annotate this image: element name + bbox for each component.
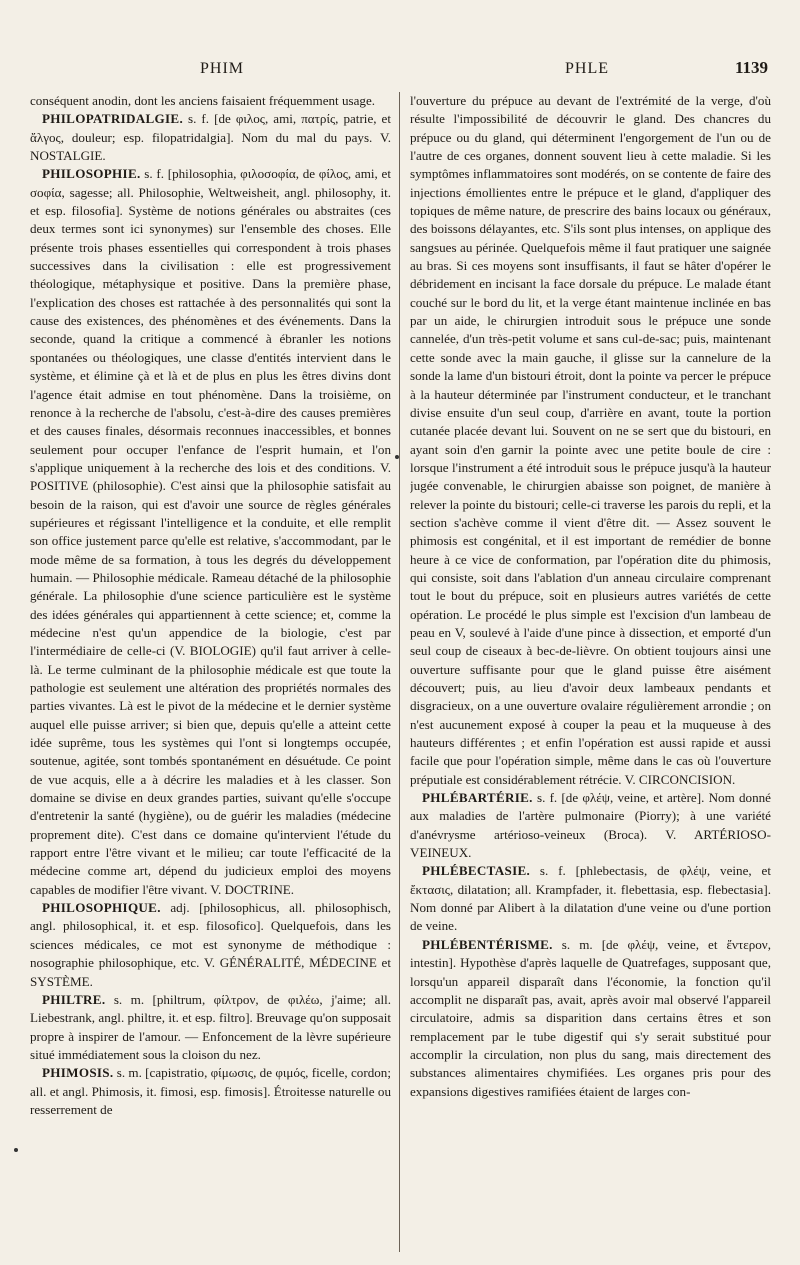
entry-text: adj. [philosophicus, all. philosophisch, angl. philosophical, it. et esp. filosofico]. Quelquefois, dans les sciences médicales, ce mot est synonyme de méthodique : nosographie philosophique, etc. V. GÉNÉRALITÉ, MÉDECINE et SYSTÈME.	[30, 900, 391, 989]
dictionary-entry	[30, 110, 391, 165]
column-divider	[399, 92, 400, 1252]
dictionary-entry	[30, 899, 391, 991]
dictionary-entry	[30, 1064, 391, 1119]
entry-text: s. f. [philosophia, φιλοσοφία, de φίλος, ami, et σοφία, sagesse; all. Philosophie, Weltweisheit, angl. philosophy, it. et esp. filosofia]. Système de notions générales ou abstraites (ces deux termes sont ici synonymes) sur l'ensemble des choses. Elle présente trois phases essentielles qui correspondent à trois phases successives dans la civilisation : elle est progressivement théologique, métaphysique et positive. Dans la première phase, l'explication des choses est rattachée à des personnalités qui sont la cause des existences, des phénomènes et des événements. Dans la seconde, quand la critique a commencé à ébranler les notions spontanées ou théologiques, une classe d'entités intervient dans le système, et élimine çà et là et de plus en plus les êtres divins dont l'agence était admise en tout phénomène. Dans la troisième, on renonce à la recherche de l'absolu, c'est-à-dire des causes premières et des causes finales, désormais reconnues inaccessibles, et bonnes seulement pour occuper l'enfance de l'esprit humain, et l'on s'applique uniquement à la recherche des lois et des conditions. V. POSITIVE (philosophie). C'est ainsi que la philosophie satisfait au besoin de la raison, qui est d'avoir une source de règles générales supérieures et régissant l'intelligence et la conduite, et elle remplit son office justement parce qu'elle est relative, s'accommodant, par le mode même de sa formation, à tous les degrés du développement humain. — Philosophie médicale. Rameau détaché de la philosophie générale. La philosophie d'une science particulière est le système des idées générales qui appartiennent à cette science; et, comme la médecine n'est qu'un appendice de la biologie, c'est par l'intermédiaire de celle-ci (V. BIOLOGIE) qu'il faut arriver à celle-là. Le terme culminant de la philosophie médicale est que toute la pathologie est seulement une altération des propriétés normales des parties vivantes. Là est le pivot de la médecine et le dernier système auquel elle puisse arriver; si bien que, depuis qu'elle a atteint cette idée suprême, tous les systèmes qui l'ont si longtemps occupée, soutenue, agitée, sont tombés spontanément en désuétude. Ce point de vue acquis, elle a à décrire les maladies et à les classer. Son domaine se divise en deux grandes parties, suivant qu'elle s'occupe d'entretenir la santé (hygiène), ou de guérir les maladies (médecine proprement dite). C'est dans ce domaine qu'intervient l'étude du rapport entre l'être vivant et le milieu; car toute l'efficacité de la médecine comme art, dépend du judicieux emploi des moyens capables de modifier l'être vivant. V. DOCTRINE.	[30, 166, 391, 897]
entry-text: s. f. [phlebectasis, de φλέψ, veine, et ἔκτασις, dilatation; all. Krampfader, it. flebettasia, esp. flebectasia]. Nom donné par Alibert à la dilatation d'une veine ou d'une portion de veine.	[410, 863, 771, 934]
entry-headword: PHIMOSIS.	[42, 1065, 114, 1081]
margin-mark	[395, 455, 399, 459]
entry-headword: PHILOSOPHIQUE.	[42, 900, 161, 916]
right-column	[410, 92, 771, 1252]
dictionary-entry	[30, 991, 391, 1064]
entry-headword: PHILTRE.	[42, 991, 106, 1007]
margin-mark	[14, 1148, 18, 1152]
left-column	[30, 92, 391, 1252]
running-head-right: PHLE	[565, 60, 609, 77]
page-number: 1139	[734, 58, 768, 77]
dictionary-entry	[410, 789, 771, 862]
entry-text: l'ouverture du prépuce au devant de l'extrémité de la verge, d'où résulte l'impossibilité de découvrir le gland. Des chancres du prépuce ou du gland, qui déterminent l'engorgement de l'un ou de l'autre de ces organes, donnent souvent lieu à cette maladie. Si les symptômes inflammatoires sont modérés, on se contente de faire des injections émollientes entre le prépuce et le gland, d'appliquer des topiques de même nature, de prescrire des bains locaux ou généraux, des boissons délayantes, etc. S'ils sont plus intenses, on applique des sangsues au périnée. Quelquefois même il faut pratiquer une saignée au bras. Si ces moyens sont insuffisants, il faut se hâter d'opérer le débridement en incisant la face dorsale du prépuce. Le malade étant couché sur le bord du lit, et la verge étant maintenue inclinée en bas par un aide, le chirurgien introduit sous le prépuce une sonde cannelée, d'un très-petit volume et sans cul-de-sac; puis, maintenant cette sonde avec la main gauche, il glisse sur la cannelure de la sonde la lame d'un bistouri étroit, dont la pointe va percer le prépuce à la hauteur déterminée par l'instrument conducteur, et le tranchant divise ensuite d'un seul coup, d'arrière en avant, toute la portion cutanée placée devant lui. Souvent on ne se sert que du bistouri, en ayant soin d'en garnir la pointe avec une petite boule de cire : lorsque l'instrument a été introduit sous le prépuce jusqu'à la hauteur jugée convenable, le chirurgien abaisse son poignet, de manière à relever la pointe du bistouri; celle-ci traverse les parois du repli, et la section s'achève comme il vient d'être dit. — Assez souvent le phimosis est congénital, et il est important de remédier de bonne heure à ce vice de conformation, par l'opération dite du phimosis, qui consiste, soit dans l'ablation d'un anneau circulaire comprenant tout le bout du prépuce, soit en plusieurs autres variétés de cette opération. Le procédé le plus simple est l'excision d'un lambeau de peau en V, soulevé à l'aide d'une pince à dissection, et emporté d'un seul coup de ciseaux à bec-de-lièvre. On obtient toujours ainsi une ouverture suffisante pour que le gland puisse être aisément découvert; puis, au lieu d'avoir deux lambeaux pendants et disgracieux, on a une ouverture ovalaire régulièrement arrondie ; on n'est aucunement exposé à couper la peau et la muqueuse à des hauteurs différentes ; et enfin l'opération est aussi rapide et aussi facile que pour l'opération simple, même dans le cas où l'ouverture préputiale est considérablement rétrécie. V. CIRCONCISION.	[410, 93, 771, 787]
entry-headword: PHLÉBENTÉRISME.	[422, 936, 553, 952]
entry-headword: PHILOSOPHIE.	[42, 166, 141, 182]
entry-text: s. m. [philtrum, φίλτρον, de φιλέω, j'aime; all. Liebestrank, angl. philtre, it. et esp. filtro]. Breuvage qu'on supposait propre à inspirer de l'amour. — Enfoncement de la lèvre supérieure situé immédiatement sous la cloison du nez.	[30, 991, 391, 1062]
entry-headword: PHLÉBARTÉRIE.	[422, 790, 533, 806]
continued-text	[410, 92, 771, 789]
entry-headword: PHLÉBECTASIE.	[422, 863, 531, 879]
entry-text: s. f. [de φιλος, ami, πατρίς, patrie, et ἄλγος, douleur; esp. filopatridalgia]. Nom du mal du pays. V. NOSTALGIE.	[30, 111, 391, 164]
entry-headword: PHILOPATRIDALGIE.	[42, 111, 184, 127]
entry-text: s. m. [capistratio, φίμωσις, de φιμός, ficelle, cordon; all. et angl. Phimosis, it. fimosi, esp. fimosis]. Étroitesse naturelle ou resserrement de	[30, 1065, 391, 1117]
continued-text	[30, 92, 391, 110]
entry-text: conséquent anodin, dont les anciens faisaient fréquemment usage.	[30, 93, 376, 108]
dictionary-entry	[410, 936, 771, 1101]
dictionary-entry	[30, 165, 391, 899]
dictionary-entry	[410, 862, 771, 935]
entry-text: s. m. [de φλέψ, veine, et ἔντερον, intestin]. Hypothèse d'après laquelle de Quatrefages, supposant que, lorsqu'un appareil disparaît dans l'économie, la fonction qu'il accomplit ne disparaît pas, avait, après avoir mal observé l'appareil circulatoire, admis sa disparition dans certains êtres et son remplacement par le tube digestif qui s'y serait substitué pour accomplir la circulation, non plus du sang, mais directement des substances alimentaires chymifiées. Les organes pris pour des expansions digestives ramifiées étaient de larges con-	[410, 936, 771, 1099]
running-head-left: PHIM	[200, 60, 245, 77]
entry-text: s. f. [de φλέψ, veine, et artère]. Nom donné aux maladies de l'artère pulmonaire (Piorry); à une variété d'anévrysme artérioso-veineux (Broca). V. ARTÉRIOSO-VEINEUX.	[410, 790, 771, 861]
